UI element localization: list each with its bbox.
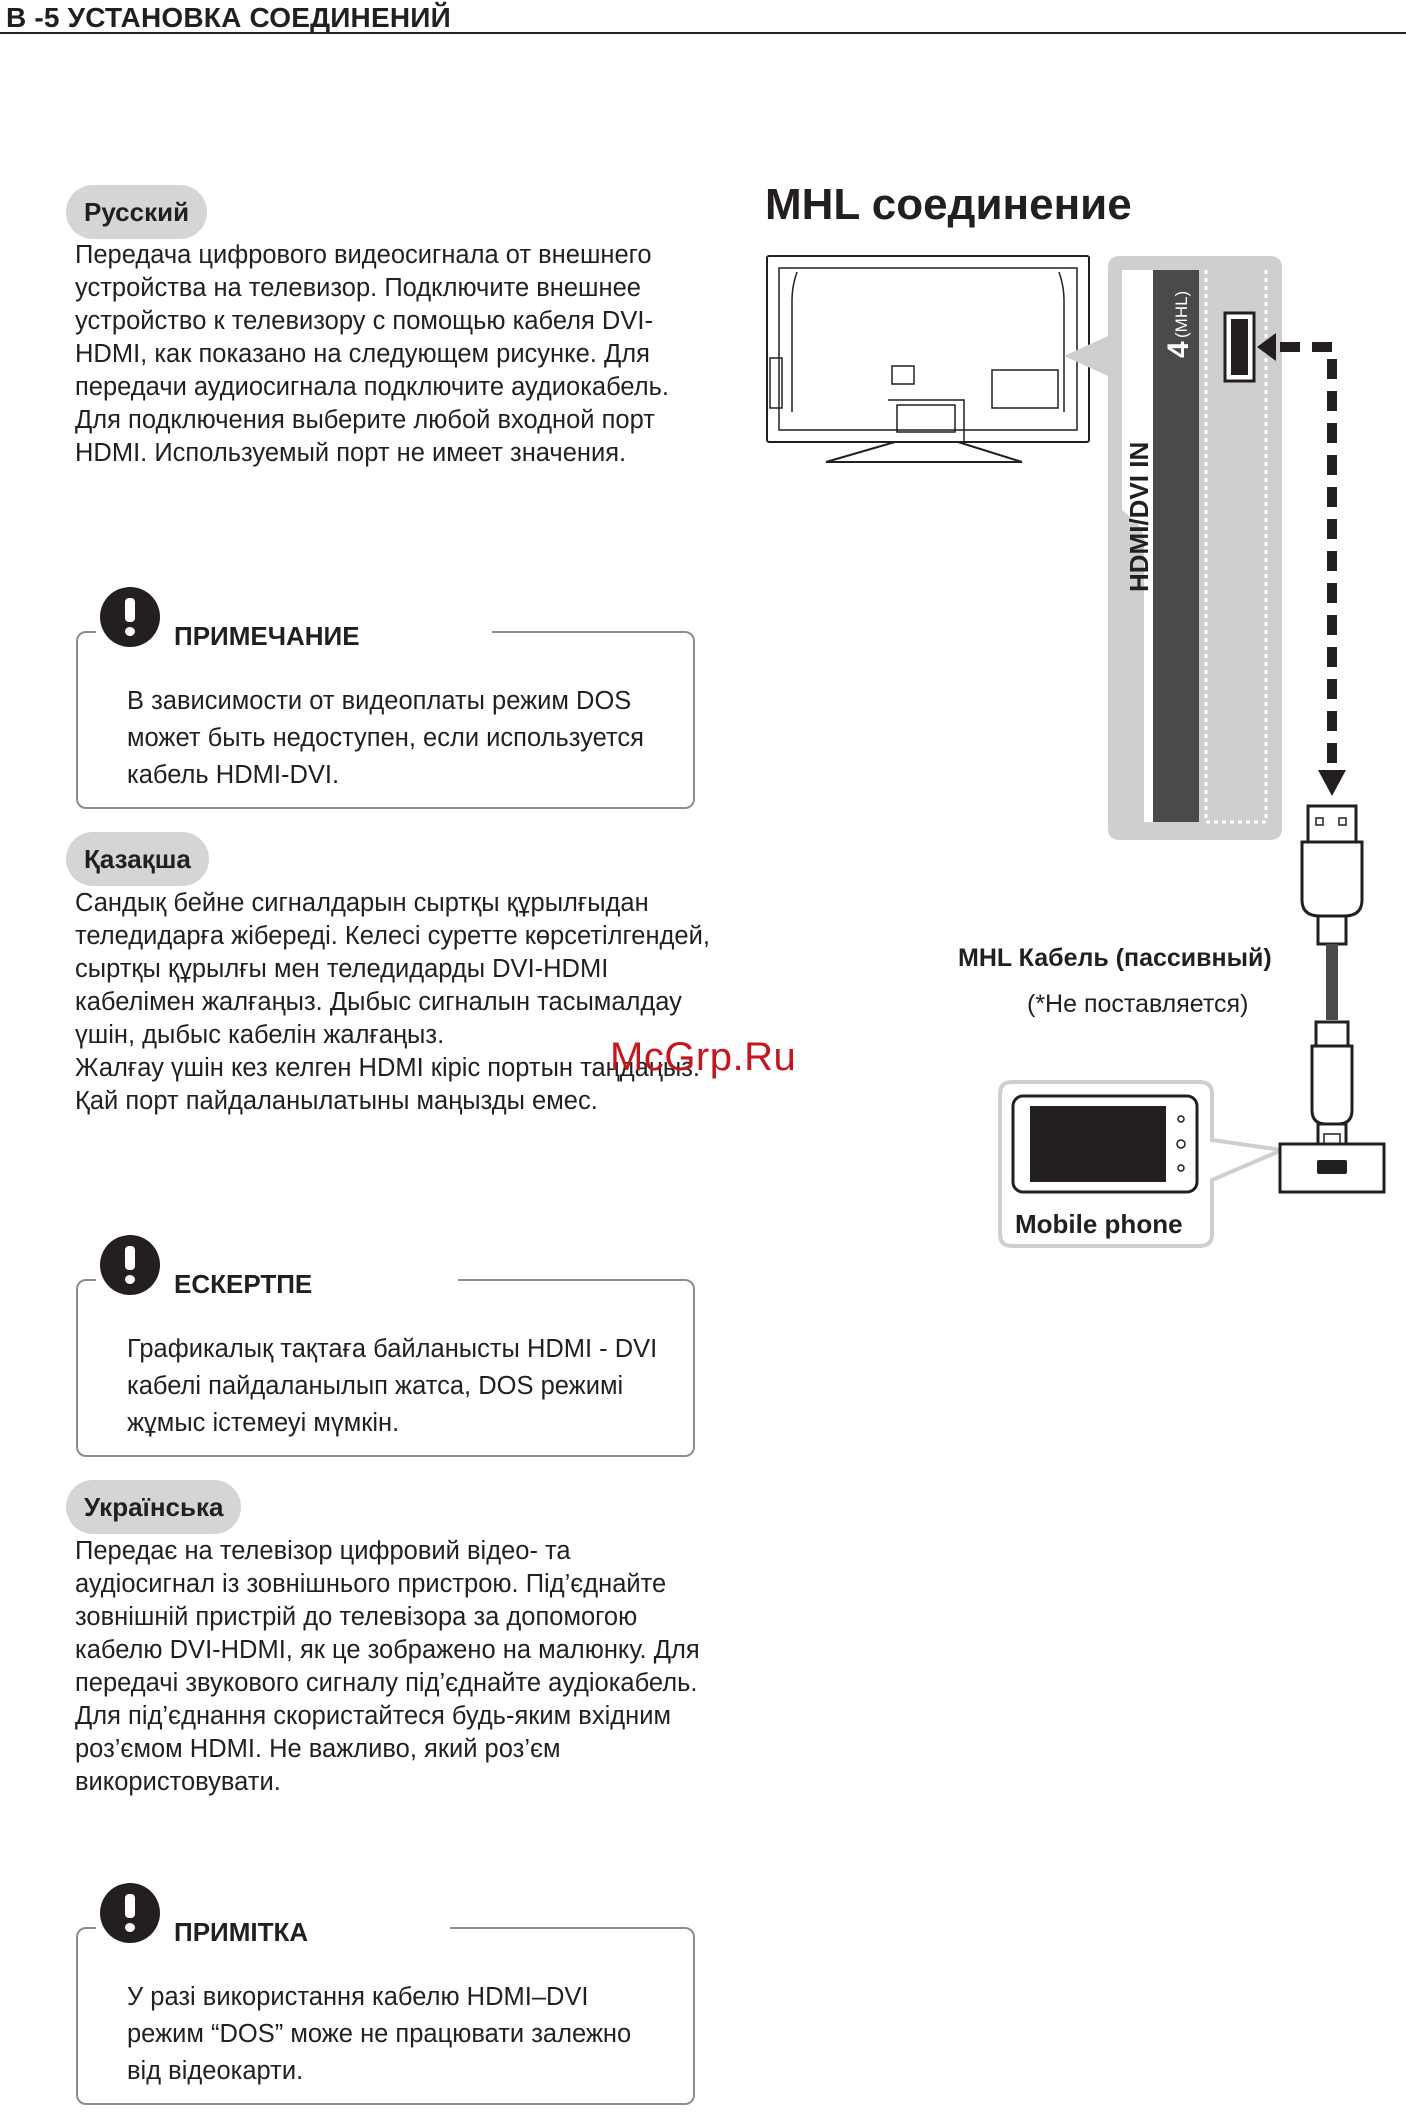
watermark: McGrp.Ru [610,1035,797,1079]
paragraph-ukrainian-2: Для під’єднання скористайтеся будь-яким вхідним роз’ємом HDMI. Не важливо, який роз’єм використовувати. [75,1702,671,1796]
note-text: В зависимости от видеоплаты режим DOS может быть недоступен, если используется кабель HDMI-DVI. [127,687,644,789]
language-badge-kazakh: Қазақша [66,832,209,886]
paragraph-russian-2: Для подключения выберите любой входной порт HDMI. Используемый порт не имеет значения. [75,406,655,467]
paragraph-kazakh-1: Сандық бейне сигналдарын сыртқы құрылғыдан теледидарға жібереді. Келесі суретте көрсетілгендей, сыртқы құрылғы мен теледидарды DVI-HDMI кабелімен жалғаңыз. Дыбыс сигналын тасымалдау үшін, дыбыс кабелін жалғаңыз. [75,889,710,1049]
port-number: 4 [1162,341,1195,358]
cable-prefix: MHL [958,944,1012,972]
usb-plug-icon [1312,1022,1352,1152]
note-title: ЕСКЕРТПЕ [170,1269,318,1300]
language-badge-ukrainian: Українська [66,1480,241,1534]
page-title: В -5 УСТАНОВКА СОЕДИНЕНИЙ [6,2,451,33]
port-name: HDMI/DVI IN [1124,441,1154,592]
note-title: ПРИМІТКА [170,1917,314,1948]
device-label: Mobile phone [1015,1209,1183,1239]
paragraph-kazakh-2: Жалғау үшін кез келген HDMI кіріс портын таңдаңыз. Қай порт пайдаланылатыны маңызды емес. [75,1054,700,1115]
note-text: У разі використання кабелю HDMI–DVI режим “DOS” може не працювати залежно від відеокарти. [127,1983,632,2085]
port-mode: (MHL) [1172,290,1191,338]
note-text: Графикалық тақтаға байланысты HDMI - DVI кабелі пайдаланылып жатса, DOS режимі жұмыс істемеуі мүмкін. [127,1335,658,1437]
diagram-title: MHL соединение [765,180,1132,229]
cable-name: Кабель (пассивный) [1018,944,1272,972]
cable-line [1326,944,1338,1020]
note-title: ПРИМЕЧАНИЕ [170,621,366,652]
mhl-plug-icon [1302,806,1362,944]
language-badge-russian: Русский [66,185,207,239]
cable-note: (*Не поставляется) [1027,990,1249,1018]
cable-label [958,944,1272,973]
paragraph-ukrainian-1: Передає на телевізор цифровий відео- та аудіосигнал із зовнішнього пристрою. Під’єднайте зовнішній пристрій до телевізора за допомогою кабелю DVI-HDMI, як це зображено на малюнку. Для передачі звукового сигналу під’єднайте аудіокабель. [75,1537,700,1697]
tv-rear-illustration [767,256,1089,462]
paragraph-russian-1: Передача цифрового видеосигнала от внешнего устройства на телевизор. Подключите внешнее устройство к телевизору с помощью кабеля DVI-HDMI, как показано на следующем рисунке. Для передачи аудиосигнала подключите аудиокабель. [75,241,670,401]
connection-arrow-icon [1280,347,1332,770]
